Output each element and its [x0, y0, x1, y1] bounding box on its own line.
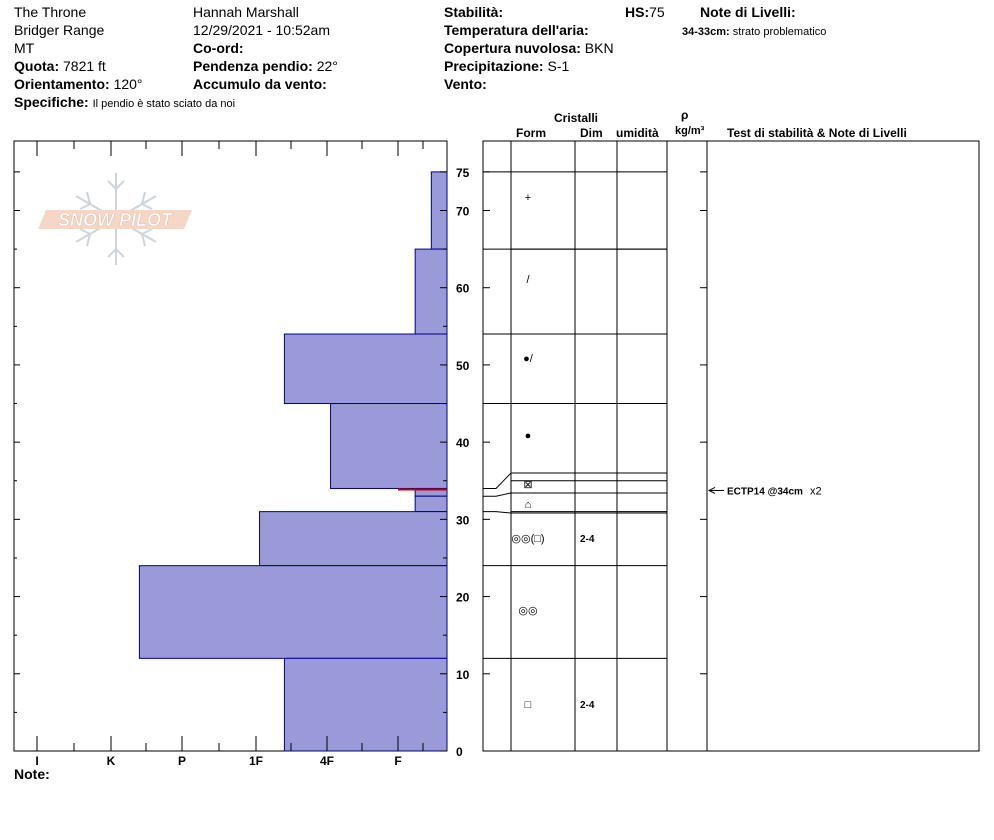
wind-label: Vento:	[444, 76, 487, 92]
specifics-label: Specifiche:	[14, 94, 89, 110]
density-unit-header: kg/m³	[675, 125, 705, 137]
crystal-size: 2-4	[580, 700, 595, 711]
crystal-form-symbol: ⌂	[524, 499, 532, 511]
depth-tick-label: 30	[456, 513, 470, 528]
hardness-tick-label: 4F	[319, 754, 335, 768]
observer-name: Hannah Marshall	[193, 4, 299, 20]
hs-value: 75	[649, 4, 665, 20]
form-header: Form	[516, 126, 546, 140]
depth-tick-label: 75	[456, 165, 470, 180]
hardness-tick-label: K	[106, 754, 116, 768]
snowpilot-logo	[38, 173, 192, 265]
elevation-label: Quota:	[14, 58, 60, 74]
test-label: ECTP14 @34cm	[727, 486, 803, 498]
crystal-size: 2-4	[580, 534, 595, 545]
depth-tick-label: 20	[456, 590, 470, 605]
slope-value: 22°	[316, 58, 338, 74]
aspect-label: Orientamento:	[14, 76, 110, 92]
notes-label: Note:	[14, 766, 50, 782]
hardness-layer-bar	[260, 512, 447, 566]
wetness-header: umidità	[616, 126, 659, 140]
sky-value: BKN	[584, 40, 614, 56]
crystal-form-symbol: /	[526, 274, 530, 286]
crystal-table-frame	[483, 141, 979, 751]
hardness-layers	[139, 172, 447, 751]
range-name: Bridger Range	[14, 22, 105, 38]
precip-value: S-1	[547, 58, 570, 74]
depth-tick-label: 70	[456, 204, 470, 219]
logo-text: SNOW PILOT	[58, 210, 172, 230]
precip-label: Precipitazione:	[444, 58, 544, 74]
rho-header: ρ	[681, 108, 689, 122]
crystals-header: Cristalli	[554, 111, 599, 125]
hardness-tick-label: P	[177, 754, 187, 768]
stability-tests	[709, 485, 822, 497]
hardness-layer-bar	[139, 566, 447, 659]
crystal-form-symbol: +	[524, 192, 532, 204]
layer-notes-label: Note di Livelli:	[700, 4, 796, 20]
hardness-tick-label: I	[35, 754, 39, 768]
state-name: MT	[14, 40, 35, 56]
crystal-form-symbol: ⊠	[523, 479, 533, 491]
depth-tick-label: 0	[456, 745, 463, 759]
depth-tick-label: 40	[456, 436, 470, 451]
crystal-form-symbol: ●/	[523, 353, 533, 365]
size-header: Dim	[580, 126, 603, 140]
crystal-form-symbol: ◎◎(□)	[511, 533, 545, 545]
aspect-value: 120°	[113, 76, 143, 92]
observation-datetime: 12/29/2021 - 10:52am	[193, 22, 330, 38]
crystal-form-symbol: ◎◎	[518, 605, 538, 617]
wind-loading-label: Accumulo da vento:	[193, 76, 327, 92]
depth-tick-label: 60	[456, 281, 470, 296]
layer-note-text: strato problematico	[732, 26, 827, 38]
slope-label: Pendenza pendio:	[193, 58, 313, 74]
hardness-tick-label: F	[394, 754, 402, 768]
tests-header: Test di stabilità & Note di Livelli	[727, 126, 907, 140]
location-name: The Throne	[14, 4, 87, 20]
crystal-form-symbol: □	[524, 699, 532, 711]
hardness-layer-bar	[415, 249, 447, 334]
coord-label: Co-ord:	[193, 40, 244, 56]
hardness-layer-bar	[415, 496, 447, 511]
hardness-layer-bar	[284, 658, 447, 751]
air-temp-label: Temperatura dell'aria:	[444, 22, 589, 38]
depth-tick-label: 50	[456, 358, 470, 373]
sky-label: Copertura nuvolosa:	[444, 40, 581, 56]
test-count: x2	[810, 485, 822, 498]
hardness-tick-label: 1F	[248, 754, 264, 768]
elevation-value: 7821 ft	[63, 58, 106, 74]
stability-label: Stabilità:	[444, 4, 504, 20]
depth-tick-label: 10	[456, 667, 470, 682]
layer-note-depth: 34-33cm:	[682, 26, 730, 38]
crystal-form-symbol: ●	[524, 430, 532, 442]
hs-label: HS:	[625, 4, 650, 20]
hardness-layer-bar	[331, 404, 447, 489]
hardness-layer-bar	[284, 334, 447, 403]
specifics-value: Il pendio è stato sciato da noi	[92, 98, 236, 110]
